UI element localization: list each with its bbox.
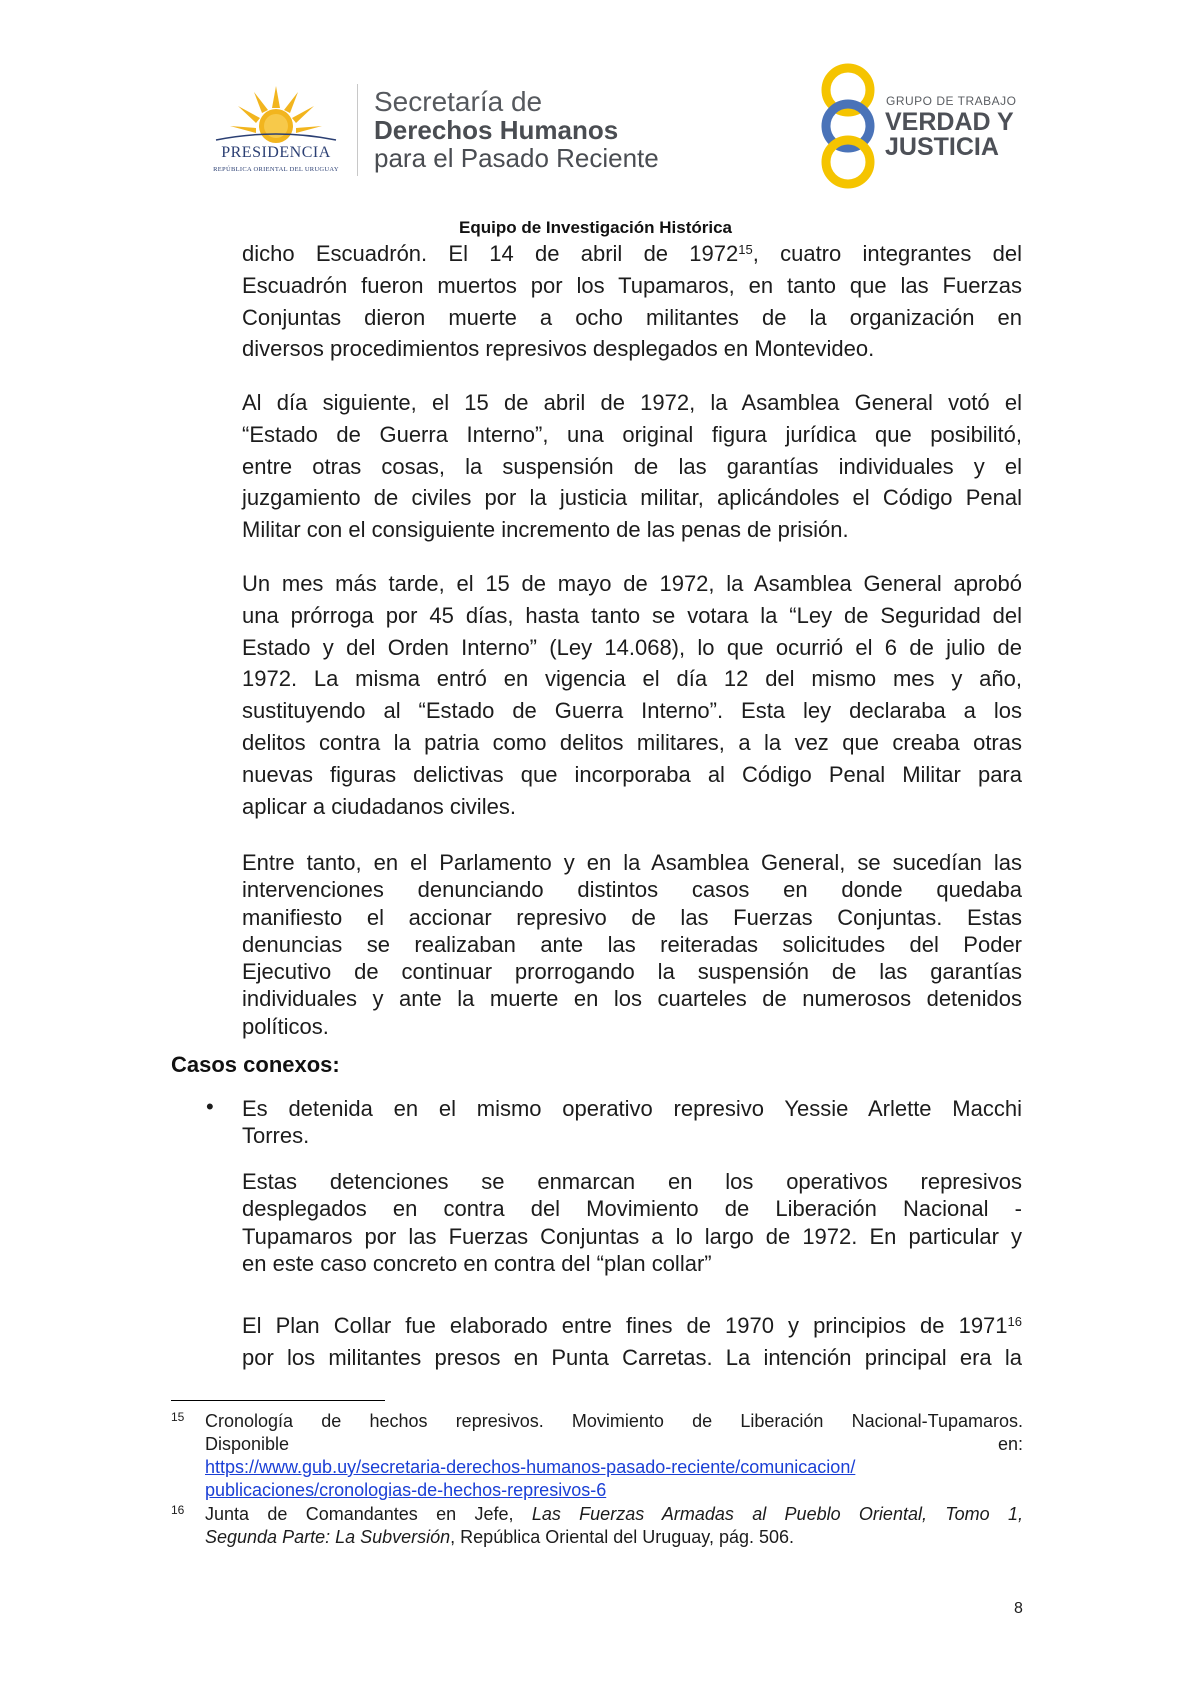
- paragraph-line: Entre tanto, en el Parlamento y en la Asamblea General, se sucedían las: [242, 850, 1022, 875]
- paragraph-2: [242, 387, 1022, 546]
- footnote-ref-15[interactable]: 15: [738, 242, 753, 257]
- paragraph-line: “Estado de Guerra Interno”, una original figura jurídica que posibilitó,: [242, 421, 1022, 447]
- paragraph-line: diversos procedimientos represivos desplegados en Montevideo.: [242, 336, 875, 362]
- paragraph-line: aplicar a ciudadanos civiles.: [242, 793, 516, 819]
- text-span: El Plan Collar fue elaborado entre fines de 1970 y principios de 1971: [242, 1313, 1008, 1338]
- secretaria-line1: Secretaría de: [374, 86, 543, 117]
- paragraph-line: [242, 238, 1022, 270]
- header-divider: [357, 84, 358, 176]
- paragraph-line: por los militantes presos en Punta Carretas. La intención principal era la: [242, 1344, 1022, 1370]
- paragraph-line: Conjuntas dieron muerte a ocho militantes de la organización en: [242, 304, 1022, 330]
- text-span: Segunda Parte: La Subversión: [205, 1527, 451, 1547]
- grupo-line2: VERDAD Y: [885, 108, 1014, 136]
- team-title: Equipo de Investigación Histórica: [459, 218, 732, 237]
- paragraph-line: Ejecutivo de continuar prorrogando la suspensión de las garantías: [242, 959, 1022, 985]
- paragraph-line: [242, 1310, 1022, 1342]
- footnote-ref-16[interactable]: 16: [1007, 1314, 1022, 1329]
- presidencia-subtitle: REPÚBLICA ORIENTAL DEL URUGUAY: [213, 166, 339, 173]
- paragraph-line: desplegados en contra del Movimiento de Liberación Nacional -: [242, 1196, 1022, 1222]
- text-span: Disponible: [205, 1434, 290, 1454]
- paragraph-line: individuales y ante la muerte en los cuarteles de numerosos detenidos: [242, 986, 1022, 1012]
- paragraph-line: Tupamaros por las Fuerzas Conjuntas a lo largo de 1972. En particular y: [242, 1223, 1022, 1249]
- paragraph-line: una prórroga por 45 días, hasta tanto se votara la “Ley de Seguridad del: [242, 602, 1022, 628]
- text-span: dicho Escuadrón. El 14 de abril de 1972: [242, 241, 739, 266]
- paragraph-line: Estado y del Orden Interno” (Ley 14.068), lo que ocurrió el 6 de julio de: [242, 634, 1022, 660]
- paragraph-line: delitos contra la patria como delitos militares, a la vez que creaba otras: [242, 729, 1022, 755]
- paragraph-line: Un mes más tarde, el 15 de mayo de 1972, la Asamblea General aprobó: [242, 571, 1022, 596]
- page-number: 8: [1014, 1600, 1023, 1617]
- text-span: , cuatro integrantes del: [752, 241, 1022, 266]
- paragraph-3: [242, 568, 1022, 822]
- sun-icon: [196, 78, 356, 148]
- paragraph-line: intervenciones denunciando distintos casos en donde quedaba: [242, 877, 1022, 903]
- footnote-15: [205, 1410, 1023, 1502]
- footnote-16: [205, 1503, 1023, 1549]
- footnote-line: [205, 1503, 1023, 1526]
- section-heading: Casos conexos:: [171, 1052, 340, 1077]
- footnote-link[interactable]: publicaciones/cronologias-de-hechos-represivos-6: [205, 1480, 607, 1500]
- paragraph-line: Estas detenciones se enmarcan en los operativos represivos: [242, 1169, 1022, 1194]
- footnote-line: [205, 1526, 1023, 1549]
- paragraph-line: juzgamiento de civiles por la justicia militar, aplicándoles el Código Penal: [242, 485, 1022, 511]
- paragraph-5: [242, 1168, 1022, 1277]
- grupo-line1: GRUPO DE TRABAJO: [886, 94, 1017, 108]
- paragraph-line: 1972. La misma entró en vigencia el día 12 del mismo mes y año,: [242, 666, 1022, 692]
- bullet-item: [242, 1095, 1022, 1150]
- footnote-line: [205, 1433, 1023, 1456]
- paragraph-line: en este caso concreto en contra del “plan collar”: [242, 1250, 712, 1276]
- paragraph-line: Torres.: [242, 1123, 310, 1149]
- paragraph-line: Escuadrón fueron muertos por los Tupamaros, en tanto que las Fuerzas: [242, 272, 1022, 298]
- paragraph-4: [242, 849, 1022, 1040]
- paragraph-6: [242, 1310, 1022, 1374]
- text-span: Las Fuerzas Armadas al Pueblo Oriental, Tomo 1,: [531, 1504, 1023, 1524]
- footnote-number-16: 16: [171, 1503, 185, 1517]
- footnote-number-15: 15: [171, 1410, 185, 1424]
- paragraph-1: [242, 238, 1022, 365]
- secretaria-line2: Derechos Humanos: [374, 115, 619, 145]
- secretaria-title: [374, 88, 659, 172]
- footnote-line: Cronología de hechos represivos. Movimiento de Liberación Nacional-Tupamaros.: [205, 1411, 1023, 1431]
- presidencia-logo: [196, 78, 366, 178]
- paragraph-line: nuevas figuras delictivas que incorporaba al Código Penal Militar para: [242, 761, 1022, 787]
- paragraph-line: políticos.: [242, 1013, 329, 1039]
- text-span: , República Oriental del Uruguay, pág. 506.: [450, 1527, 795, 1547]
- paragraph-line: sustituyendo al “Estado de Guerra Interno”. Esta ley declaraba a los: [242, 698, 1022, 724]
- footnote-link[interactable]: https://www.gub.uy/secretaria-derechos-humanos-pasado-reciente/comunicacion/: [205, 1457, 856, 1477]
- footnote-line: [205, 1456, 1023, 1479]
- text-span: Junta de Comandantes en Jefe,: [205, 1504, 532, 1524]
- grupo-line3: JUSTICIA: [885, 133, 999, 161]
- paragraph-line: manifiesto el accionar represivo de las Fuerzas Conjuntas. Estas: [242, 904, 1022, 930]
- text-span: en:: [997, 1434, 1023, 1454]
- footnote-line: [205, 1479, 1023, 1502]
- paragraph-line: entre otras cosas, la suspensión de las garantías individuales y el: [242, 453, 1022, 479]
- paragraph-line: Es detenida en el mismo operativo represivo Yessie Arlette Macchi: [242, 1096, 1022, 1121]
- footnote-rule: [171, 1400, 385, 1401]
- bullet-symbol: •: [206, 1094, 214, 1119]
- presidencia-name: PRESIDENCIA: [221, 144, 331, 161]
- secretaria-line3: para el Pasado Reciente: [374, 143, 659, 173]
- paragraph-line: denuncias se realizaban ante las reiteradas solicitudes del Poder: [242, 931, 1022, 957]
- paragraph-line: Militar con el consiguiente incremento de las penas de prisión.: [242, 517, 849, 543]
- paragraph-line: Al día siguiente, el 15 de abril de 1972, la Asamblea General votó el: [242, 390, 1022, 415]
